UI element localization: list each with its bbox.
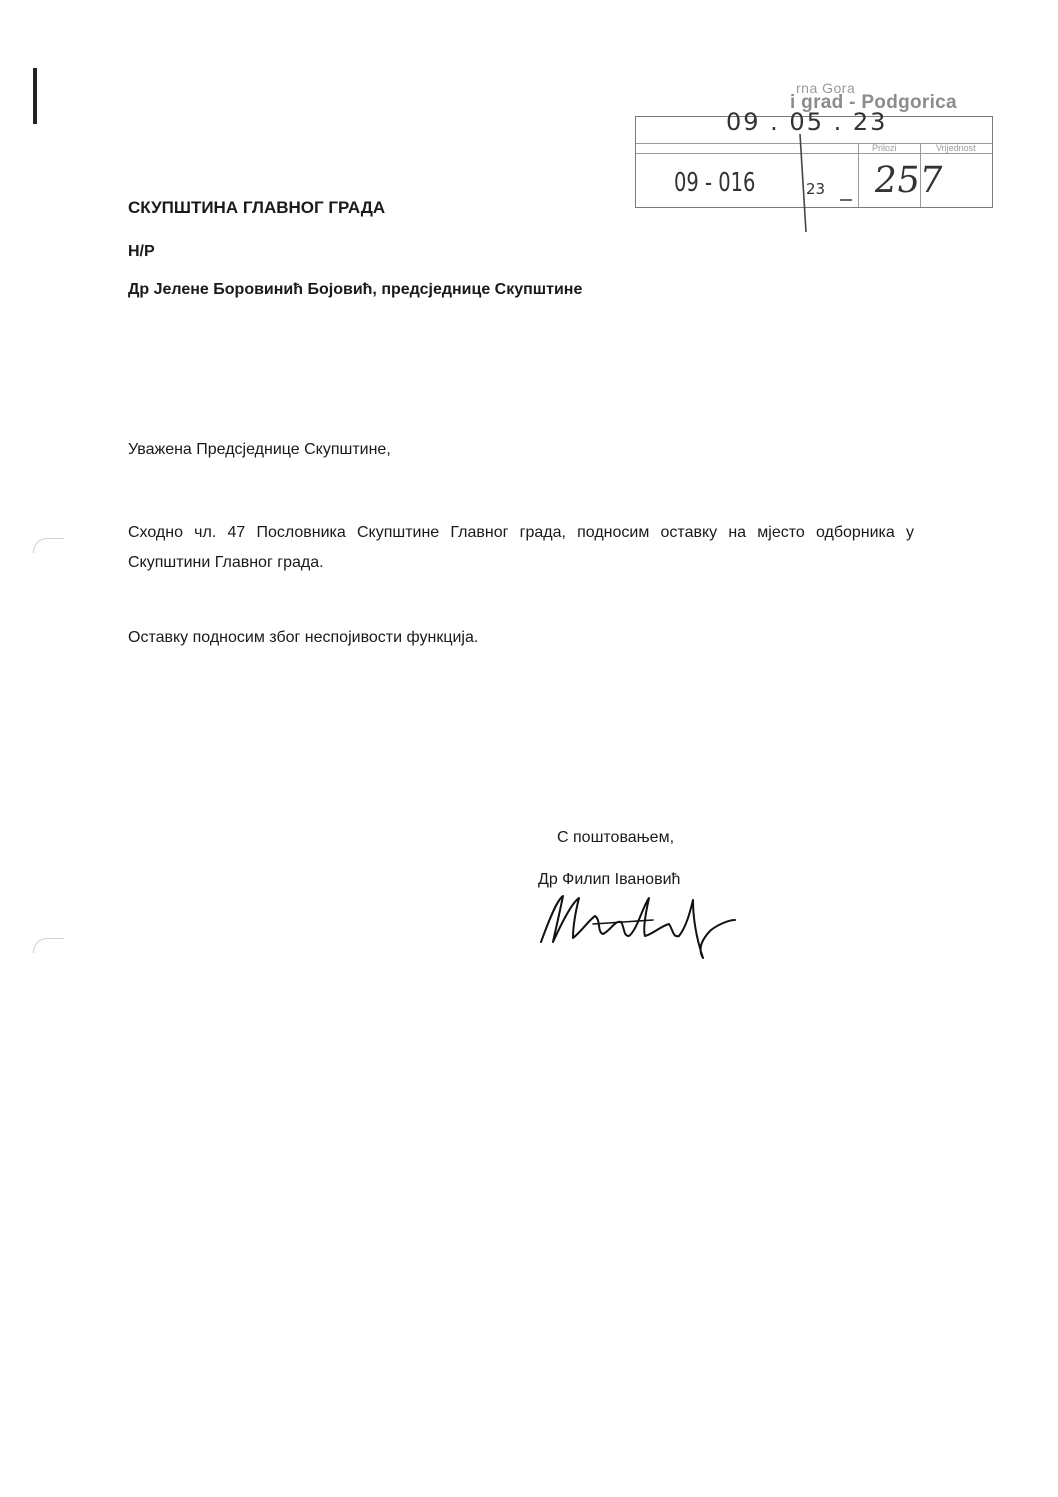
stamp-city-text: i grad - Podgorica (790, 92, 957, 113)
scan-artifact (33, 938, 64, 953)
stamp-date-handwritten: 09 . 05 . 23 (726, 108, 888, 136)
stamp-pen-strokes (630, 72, 1000, 237)
handwritten-signature (533, 880, 743, 970)
salutation: Уважена Предсједнице Скупштине, (128, 441, 391, 458)
closing-line: С поштовањем, (557, 829, 675, 846)
stamp-col-label: Prilozi (872, 143, 897, 153)
recipient-org: СКУПШТИНА ГЛАВНОГ ГРАДА (128, 198, 386, 217)
stamp-number-handwritten: 257 (871, 160, 946, 201)
attention-line: Н/Р (128, 243, 155, 260)
addressee: Др Јелене Боровинић Бојовић, предсједнице Скупштине (128, 281, 583, 298)
binder-mark (33, 68, 37, 124)
stamp-col-label: Vrijednost (936, 143, 976, 153)
registry-stamp (630, 72, 1000, 237)
signer-name: Др Филип Івановић (538, 871, 681, 888)
reason-paragraph: Оставку подносим због неспојивости функција. (128, 629, 479, 646)
stamp-code-handwritten: 09 - 016 (674, 168, 756, 198)
scan-artifact (33, 538, 64, 553)
stamp-year-handwritten: 23 (806, 180, 826, 198)
stamp-org-text: rna Gora (796, 80, 856, 96)
body-paragraph: Сходно чл. 47 Пословника Скупштине Главног града, подносим оставку на мјесто одборника у Скупштини Главног града. (128, 524, 914, 571)
